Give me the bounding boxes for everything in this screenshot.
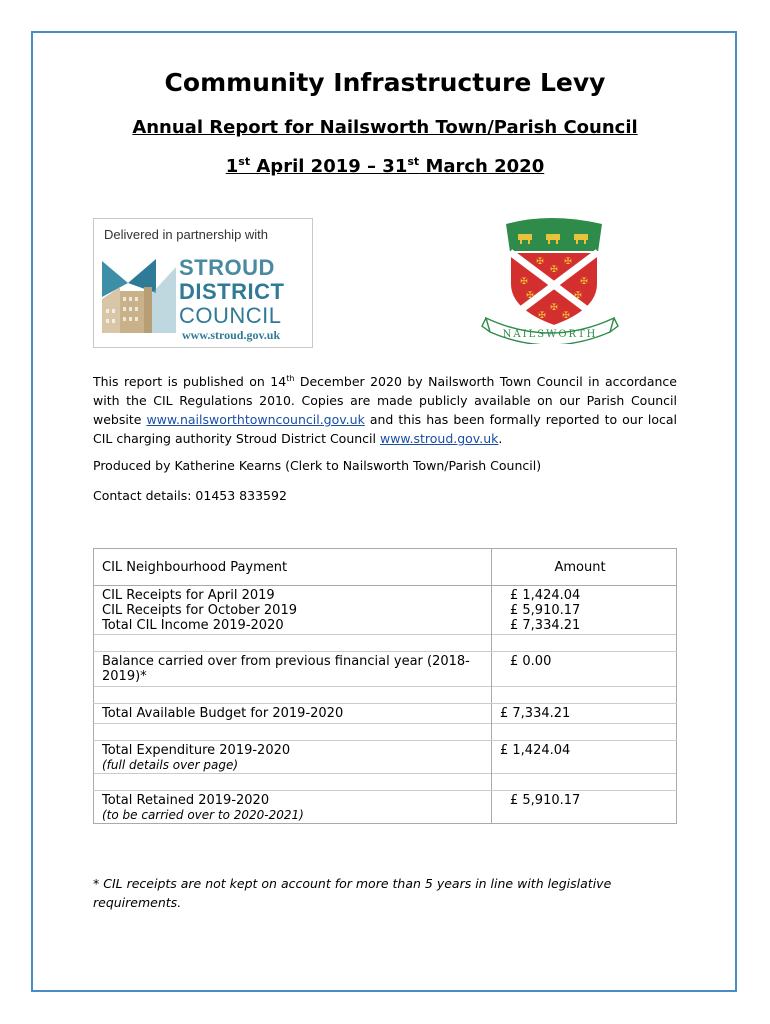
mill-graphic-icon [100,253,178,337]
table-row [94,741,677,774]
available-budget-value: £ 7,334.21 [492,704,677,724]
balance-label: Balance carried over from previous financial year (2018-2019)* [94,652,492,687]
footnote: * CIL receipts are not kept on account for more than 5 years in line with legislative requirements. [93,876,612,910]
logo-text-district: DISTRICT [179,279,285,304]
svg-text:✠: ✠ [536,257,544,267]
svg-text:✠: ✠ [562,311,570,321]
cil-payment-table [93,548,677,824]
nailsworth-crest-icon [480,214,620,344]
expenditure-value: £ 1,424.04 [492,741,677,774]
produced-by: Produced by Katherine Kearns (Clerk to Nailsworth Town/Parish Council) [93,458,542,473]
report-statement: This report is published on 14th December 2020 by Nailsworth Town Council in accordance with the CIL Regulations 2010. Copies are made publicly available on our Parish Council website www.nailsworthtowncouncil.gov.uk and this has been formally reported to our local CIL charging authority Stroud District Council www.stroud.gov.uk. [93,374,677,447]
contact-details: Contact details: 01453 833592 [93,488,287,503]
page-title: Community Infrastructure Levy [164,68,606,97]
total-income-value: £ 7,334.21 [510,618,581,633]
table-row [94,791,677,824]
retained-value: £ 5,910.17 [492,791,677,824]
receipts-april-label: CIL Receipts for April 2019 [102,588,275,603]
table-row [94,652,677,687]
receipts-october-value: £ 5,910.17 [510,603,581,618]
expenditure-label: Total Expenditure 2019-2020 [102,743,291,758]
crest-motto: NAILSWORTH [502,329,598,340]
receipts-april-value: £ 1,424.04 [510,588,581,603]
svg-text:✠: ✠ [574,291,582,301]
report-period: 1st April 2019 – 31st March 2020 [225,155,545,177]
table-spacer-row [94,687,677,704]
header-payment: CIL Neighbourhood Payment [94,549,492,586]
expenditure-note: (full details over page) [102,758,239,772]
svg-text:✠: ✠ [520,277,528,287]
svg-text:✠: ✠ [550,303,558,313]
table-spacer-row [94,724,677,741]
table-spacer-row [94,774,677,791]
svg-text:✠: ✠ [564,257,572,267]
total-income-label: Total CIL Income 2019-2020 [102,618,284,633]
header-amount: Amount [492,549,677,586]
retained-note: (to be carried over to 2020-2021) [102,808,304,822]
table-header-row [94,549,677,586]
svg-text:✠: ✠ [526,291,534,301]
logo-text-stroud: STROUD [179,255,275,280]
nailsworth-council-link[interactable]: www.nailsworthtowncouncil.gov.uk [146,412,365,428]
table-spacer-row [94,635,677,652]
stroud-district-council-logo [93,218,313,348]
table-row [94,704,677,724]
svg-text:✠: ✠ [538,311,546,321]
svg-text:✠: ✠ [580,277,588,287]
retained-label: Total Retained 2019-2020 [102,793,270,808]
logo-text-council: COUNCIL [179,303,282,328]
stroud-council-link[interactable]: www.stroud.gov.uk [379,431,499,447]
balance-value: £ 0.00 [492,652,677,687]
partnership-caption: Delivered in partnership with [104,227,269,242]
report-subtitle: Annual Report for Nailsworth Town/Parish Council [132,117,638,138]
logo-url: www.stroud.gov.uk [182,328,281,342]
svg-text:✠: ✠ [550,265,558,275]
table-row [94,586,677,635]
available-budget-label: Total Available Budget for 2019-2020 [94,704,492,724]
receipts-october-label: CIL Receipts for October 2019 [102,603,297,618]
